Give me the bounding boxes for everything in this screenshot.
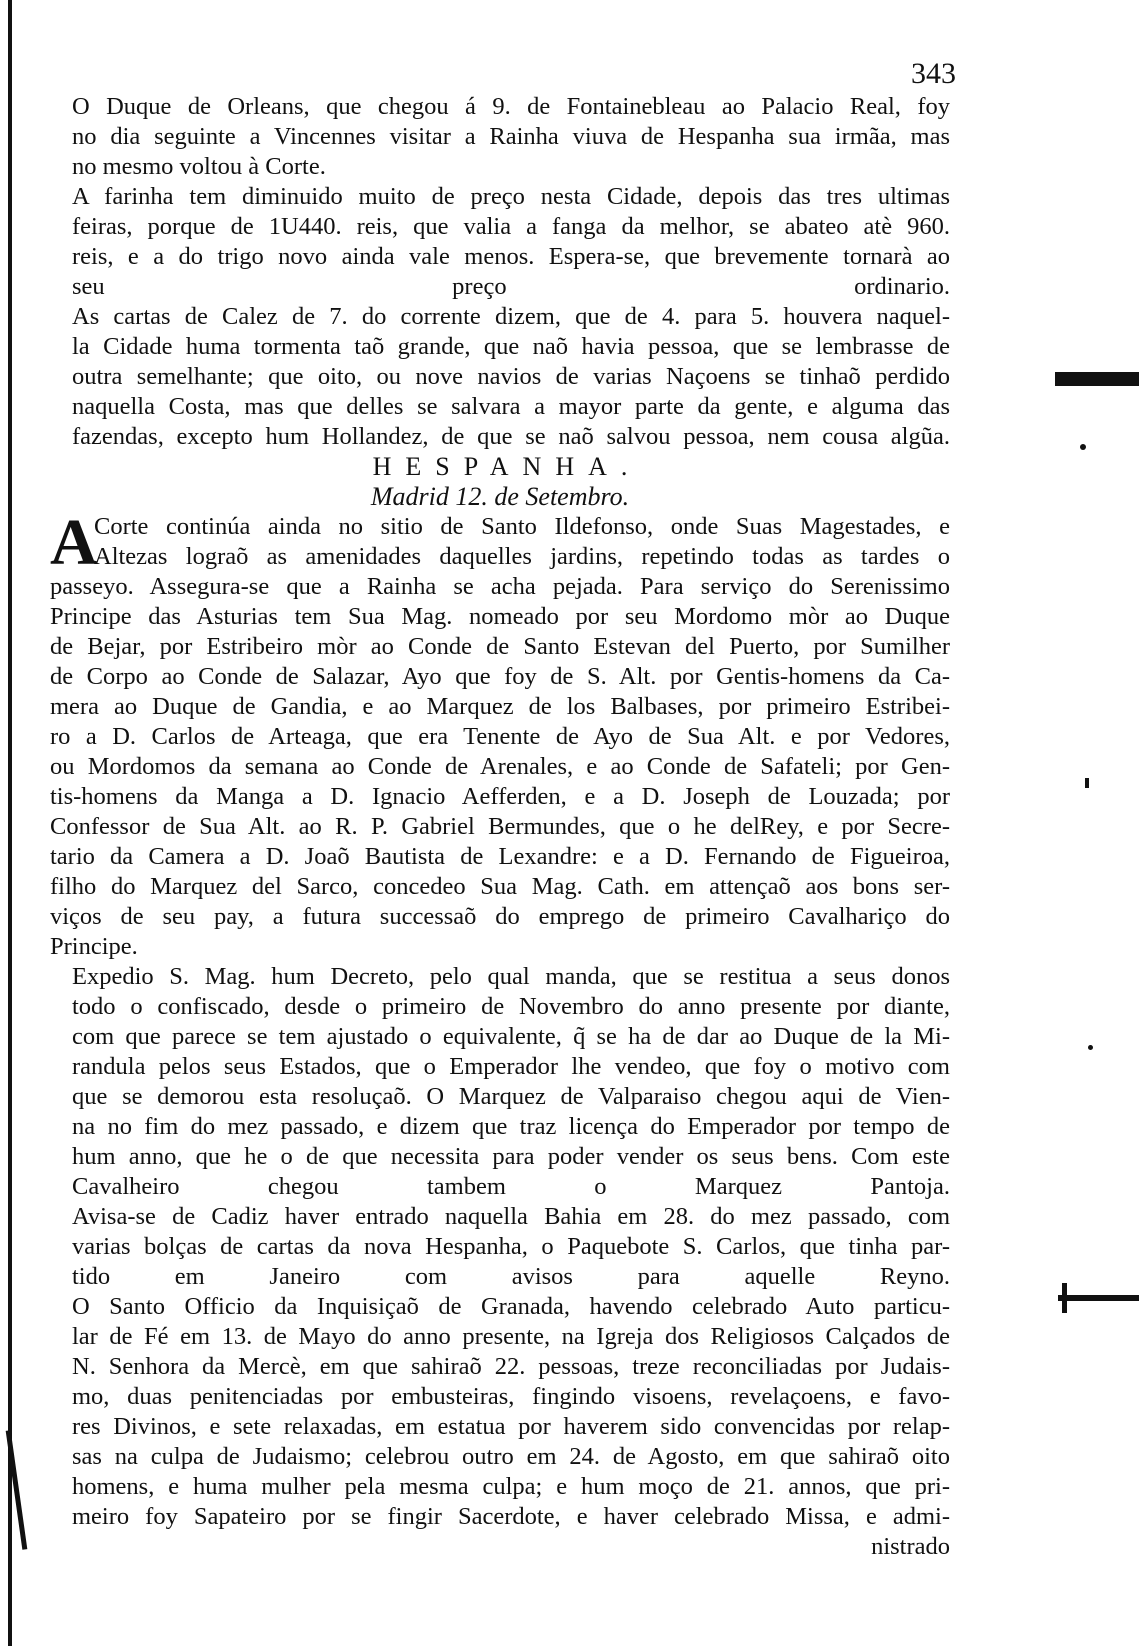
text-line: naquella Costa, mas que delles se salvara a mayor parte da gente, e alguma das (72, 393, 950, 420)
text-line: Principe. (50, 933, 138, 960)
margin-ink-mark (1058, 1295, 1139, 1301)
text-line: com que parece se tem ajustado o equivalente, q̃ se ha de dar ao Duque de la Mi- (72, 1023, 950, 1050)
paragraph-cadiz (50, 1202, 950, 1292)
text-line: viços de seu pay, a futura successaõ do emprego de primeiro Cavalhariço do (50, 903, 950, 930)
paragraph-inquisicao (50, 1292, 950, 1532)
text-line: la Cidade huma tormenta taõ grande, que naõ havia pessoa, que se lembrasse de (72, 333, 950, 360)
margin-ink-dot (1088, 1045, 1093, 1050)
text-line: Confessor de Sua Alt. ao R. P. Gabriel Bermundes, que o he delRey, e por Secre- (50, 813, 950, 840)
text-line: filho do Marquez del Sarco, concedeo Sua Mag. Cath. em attençaõ aos bons ser- (50, 873, 950, 900)
text-line: seu preço ordinario. (72, 273, 950, 300)
text-line: na no fim do mez passado, e dizem que traz licença do Emperador por tempo de (72, 1113, 950, 1140)
text-line: de Bejar, por Estribeiro mòr ao Conde de Santo Estevan del Puerto, por Sumilher (50, 633, 950, 660)
text-line: no mesmo voltou à Corte. (72, 153, 326, 180)
paragraph-corte (50, 506, 950, 579)
page-number: 343 (911, 57, 956, 90)
margin-ink-dot (1080, 444, 1086, 450)
text-line: no dia seguinte a Vincennes visitar a Rainha viuva de Hespanha sua irmãa, mas (72, 123, 950, 150)
text-line: homens, e huma mulher pela mesma culpa; e hum moço de 21. annos, que pri- (72, 1473, 950, 1500)
paragraph-farinha (50, 182, 950, 302)
text-line: meiro foy Sapateiro por se fingir Sacerdote, e haver celebrado Missa, e admi- (72, 1503, 950, 1530)
text-line: hum anno, que he o de que necessita para poder vender os seus bens. Com este (72, 1143, 950, 1170)
text-line: O Santo Officio da Inquisiçaõ de Granada, havendo celebrado Auto particu- (72, 1293, 950, 1320)
text-line: res Divinos, e sete relaxadas, em estatua por haverem sido convencidas por relap- (72, 1413, 950, 1440)
text-line: N. Senhora da Mercè, em que sahiraõ 22. pessoas, treze reconciliadas por Judais- (72, 1353, 950, 1380)
text-line: ro a D. Carlos de Arteaga, que era Tenente de Ayo de Sua Alt. e por Vedores, (50, 723, 950, 750)
text-line: passeyo. Assegura-se que a Rainha se acha pejada. Para serviço do Serenissimo (50, 573, 950, 600)
text-line: reis, e a do trigo novo ainda vale menos. Espera-se, que brevemente tornarà ao (72, 243, 950, 270)
scan-edge-left (8, 0, 12, 1646)
margin-ink-dot (1085, 778, 1089, 788)
document-page (50, 57, 956, 1562)
text-line: Avisa-se de Cadiz haver entrado naquella Bahia em 28. do mez passado, com (72, 1203, 950, 1230)
text-line: sas na culpa de Judaismo; celebrou outro em 24. de Agosto, em que sahiraõ oito (72, 1443, 950, 1470)
text-line: mo, duas penitenciadas por embusteiras, fingindo visoens, revelaçoens, e favo- (72, 1383, 950, 1410)
text-line: A farinha tem diminuido muito de preço nesta Cidade, depois das tres ultimas (72, 183, 950, 210)
text-line: randula pelos seus Estados, que o Emperador lhe vendeo, que foy o motivo com (72, 1053, 950, 1080)
text-line: fazendas, excepto hum Hollandez, de que se naõ salvou pessoa, nem cousa algũa. (72, 423, 950, 450)
margin-ink-mark (1055, 372, 1139, 386)
text-line: ou Mordomos da semana ao Conde de Arenales, e ao Conde de Safateli; por Gen- (50, 753, 950, 780)
dateline: Madrid 12. de Setembro. (370, 482, 630, 511)
text-line: tido em Janeiro com avisos para aquelle Reyno. (72, 1263, 950, 1290)
text-line: feiras, porque de 1U440. reis, que valia a fanga da melhor, se abateo atè 960. (72, 213, 950, 240)
text-line: todo o confiscado, desde o primeiro de Novembro do anno presente por diante, (72, 993, 950, 1020)
text-line: Altezas lograõ as amenidades daquelles jardins, repetindo todas as tardes o (94, 543, 950, 570)
text-line: outra semelhante; que oito, ou nove navios de varias Naçoens se tinhaõ perdido (72, 363, 950, 390)
text-line: As cartas de Calez de 7. do corrente dizem, que de 4. para 5. houvera naquel- (72, 303, 950, 330)
drop-cap: A (50, 506, 98, 579)
text-line: que se demorou esta resoluçaõ. O Marquez de Valparaiso chegou aqui de Vien- (72, 1083, 950, 1110)
text-line: tario da Camera a D. Joaõ Bautista de Lexandre: e a D. Fernando de Figueiroa, (50, 843, 950, 870)
text-line: Corte continúa ainda no sitio de Santo Ildefonso, onde Suas Magestades, e (94, 513, 950, 540)
paragraph-decreto (50, 962, 950, 1202)
text-line: O Duque de Orleans, que chegou á 9. de Fontainebleau ao Palacio Real, foy (72, 93, 950, 120)
paragraph-corte-cont (50, 572, 950, 962)
paragraph-calez (50, 302, 950, 452)
section-heading: HESPANHA. (372, 452, 642, 481)
text-line: de Corpo ao Conde de Salazar, Ayo que foy de S. Alt. por Gentis-homens da Ca- (50, 663, 950, 690)
text-line: Cavalheiro chegou tambem o Marquez Pantoja. (72, 1173, 950, 1200)
text-line: Expedio S. Mag. hum Decreto, pelo qual manda, que se restitua a seus donos (72, 963, 950, 990)
text-line: mera ao Duque de Gandia, e ao Marquez de los Balbases, por primeiro Estribei- (50, 693, 950, 720)
text-line: Principe das Asturias tem Sua Mag. nomeado por seu Mordomo mòr ao Duque (50, 603, 950, 630)
text-line: tis-homens da Manga a D. Ignacio Aefferden, e a D. Joseph de Louzada; por (50, 783, 950, 810)
catchword: nistrado (871, 1533, 950, 1560)
margin-ink-mark (1062, 1283, 1067, 1313)
text-line: varias bolças de cartas da nova Hespanha, o Paquebote S. Carlos, que tinha par- (72, 1233, 950, 1260)
text-line: lar de Fé em 13. de Mayo do anno presente, na Igreja dos Religiosos Calçados de (72, 1323, 950, 1350)
paragraph-orleans (50, 92, 950, 182)
